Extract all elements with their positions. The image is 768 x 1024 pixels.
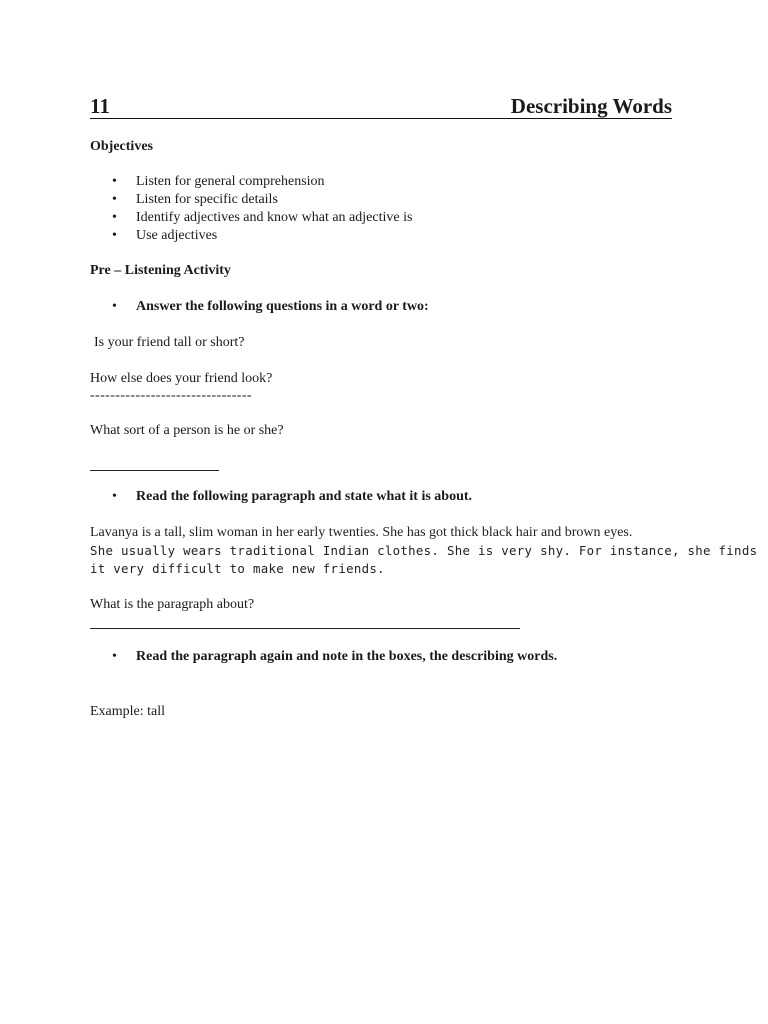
bullet-icon: •: [112, 489, 117, 504]
objective-text: Identify adjectives and know what an adjective is: [136, 210, 413, 225]
objective-text: Listen for general comprehension: [136, 174, 325, 189]
question-how-look: How else does your friend look?: [90, 371, 273, 386]
answer-line: [90, 470, 219, 471]
reading-paragraph: [90, 524, 758, 578]
paragraph-line: Lavanya is a tall, slim woman in her early twenties. She has got thick black hair and brown eyes.: [90, 525, 633, 540]
question-paragraph-about: What is the paragraph about?: [90, 597, 255, 612]
question-tall-short: Is your friend tall or short?: [94, 335, 245, 350]
objective-text: Listen for specific details: [136, 192, 278, 207]
paragraph-line: She usually wears traditional Indian clothes. She is very shy. For instance, she finds: [90, 543, 758, 558]
chapter-header: [90, 94, 672, 119]
bullet-icon: •: [112, 210, 117, 225]
objective-text: Use adjectives: [136, 228, 218, 243]
bullet-icon: •: [112, 299, 117, 314]
bullet-icon: •: [112, 228, 117, 243]
instruction-text: Read the following paragraph and state what it is about.: [136, 489, 473, 504]
instruction-text: Read the paragraph again and note in the boxes, the describing words.: [136, 649, 558, 664]
bullet-icon: •: [112, 192, 117, 207]
instruction-text: Answer the following questions in a word or two:: [136, 299, 429, 314]
paragraph-line: it very difficult to make new friends.: [90, 561, 385, 576]
answer-line: [90, 628, 520, 629]
bullet-icon: •: [112, 174, 117, 189]
bullet-icon: •: [112, 649, 117, 664]
example-text: Example: tall: [90, 704, 166, 719]
objectives-heading: Objectives: [90, 139, 153, 154]
chapter-title: Describing Words: [510, 94, 672, 118]
question-what-sort: What sort of a person is he or she?: [90, 423, 284, 438]
pre-listening-heading: Pre – Listening Activity: [90, 263, 231, 278]
answer-dash-line: --------------------------------: [90, 388, 252, 403]
chapter-number: 11: [90, 94, 110, 118]
